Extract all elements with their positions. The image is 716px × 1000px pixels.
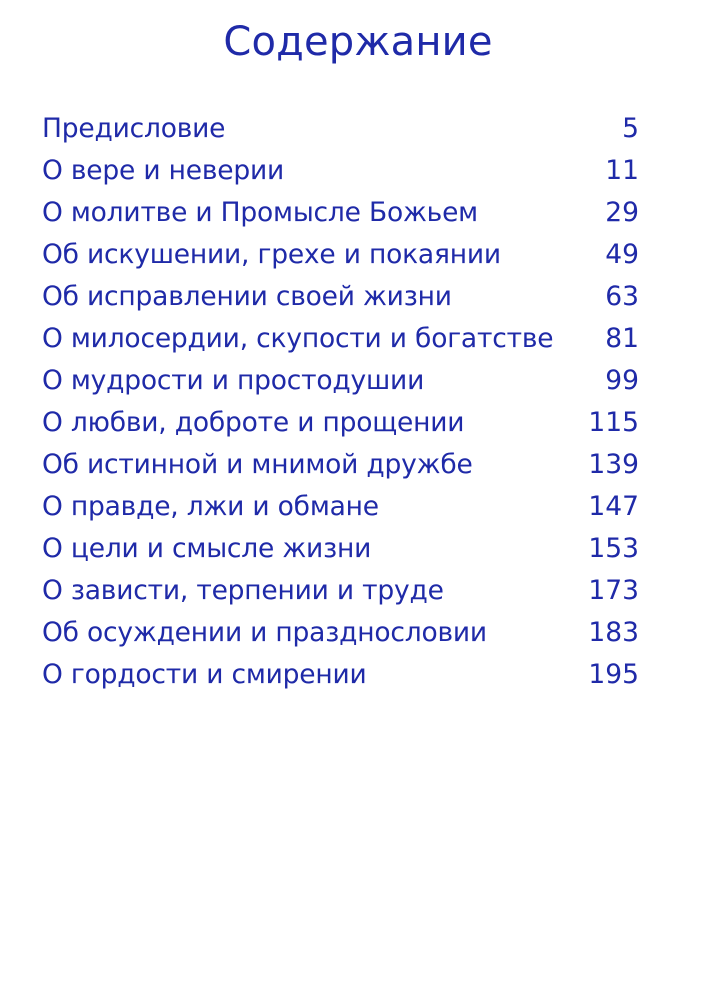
toc-entry-title: О милосердии, скупости и богатстве — [42, 323, 554, 354]
toc-entry-page: 49 — [605, 239, 639, 270]
toc-entry[interactable] — [42, 108, 639, 150]
toc-entry[interactable] — [42, 318, 639, 360]
toc-entry-title: О зависти, терпении и труде — [42, 575, 444, 606]
toc-entry-page: 81 — [605, 323, 639, 354]
toc-entry-title: О правде, лжи и обмане — [42, 491, 379, 522]
toc-entry-page: 183 — [588, 617, 639, 648]
toc-entry[interactable] — [42, 150, 639, 192]
toc-entry-page: 153 — [588, 533, 639, 564]
toc-entry-title: Об искушении, грехе и покаянии — [42, 239, 501, 270]
toc-entry-title: О любви, доброте и прощении — [42, 407, 465, 438]
toc-entry-title: О молитве и Промысле Божьем — [42, 197, 478, 228]
toc-entry-title: О мудрости и простодушии — [42, 365, 425, 396]
toc-entry-title: Об осуждении и празднословии — [42, 617, 487, 648]
toc-entry-title: Об исправлении своей жизни — [42, 281, 452, 312]
toc-entry[interactable] — [42, 444, 639, 486]
toc-entry[interactable] — [42, 654, 639, 696]
toc-entry[interactable] — [42, 276, 639, 318]
toc-entry-page: 195 — [588, 659, 639, 690]
toc-entry[interactable] — [42, 486, 639, 528]
toc-entry[interactable] — [42, 234, 639, 276]
toc-entry-page: 11 — [605, 155, 639, 186]
table-of-contents — [42, 108, 639, 696]
toc-entry-title: О вере и неверии — [42, 155, 285, 186]
toc-entry-page: 115 — [588, 407, 639, 438]
toc-entry[interactable] — [42, 570, 639, 612]
toc-entry-page: 5 — [622, 113, 639, 144]
toc-entry-title: Об истинной и мнимой дружбе — [42, 449, 473, 480]
toc-entry[interactable] — [42, 528, 639, 570]
toc-entry-page: 147 — [588, 491, 639, 522]
toc-entry[interactable] — [42, 192, 639, 234]
toc-entry-page: 139 — [588, 449, 639, 480]
toc-entry-title: Предисловие — [42, 113, 226, 144]
toc-entry[interactable] — [42, 360, 639, 402]
page-title: Содержание — [223, 19, 493, 65]
toc-entry-page: 99 — [605, 365, 639, 396]
toc-entry-page: 173 — [588, 575, 639, 606]
toc-entry[interactable] — [42, 402, 639, 444]
toc-entry-page: 29 — [605, 197, 639, 228]
toc-entry[interactable] — [42, 612, 639, 654]
toc-entry-title: О цели и смысле жизни — [42, 533, 372, 564]
toc-entry-page: 63 — [605, 281, 639, 312]
toc-entry-title: О гордости и смирении — [42, 659, 367, 690]
